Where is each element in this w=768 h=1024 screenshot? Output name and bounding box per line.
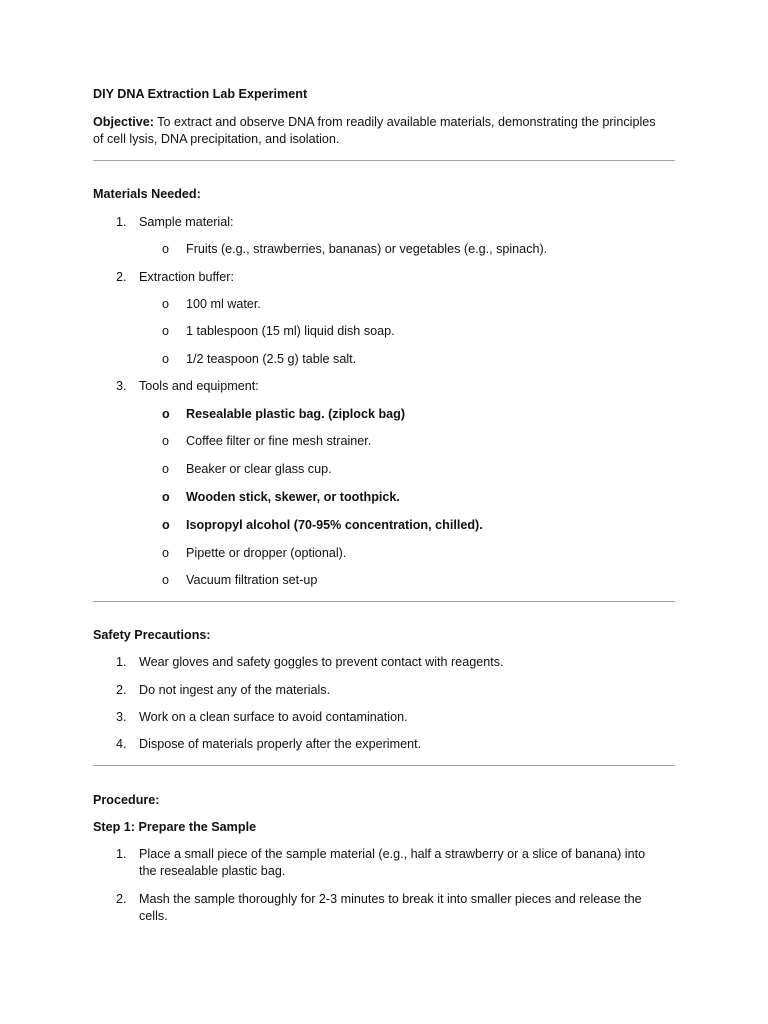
- step-1-heading: Step 1: Prepare the Sample: [93, 820, 257, 834]
- safety-item-text: Do not ingest any of the materials.: [139, 683, 331, 697]
- safety-item-text: Wear gloves and safety goggles to prevent contact with reagents.: [139, 655, 504, 669]
- sub-bullet: o: [162, 324, 170, 338]
- materials-subitem: Vacuum filtration set-up: [186, 573, 318, 587]
- materials-subitem: Resealable plastic bag. (ziplock bag): [186, 407, 406, 421]
- materials-subitem: Fruits (e.g., strawberries, bananas) or vegetables (e.g., spinach).: [186, 242, 548, 256]
- procedure-heading: Procedure:: [93, 793, 160, 807]
- materials-subitem: Beaker or clear glass cup.: [186, 462, 332, 476]
- procedure-item-number: 1.: [116, 847, 127, 861]
- safety-item-number: 1.: [116, 655, 127, 669]
- objective-label: Objective:: [93, 115, 154, 129]
- safety-heading: Safety Precautions:: [93, 628, 211, 642]
- sub-bullet: o: [162, 462, 170, 476]
- materials-subitem: 1/2 teaspoon (2.5 g) table salt.: [186, 352, 357, 366]
- sub-bullet: o: [162, 434, 170, 448]
- procedure-item-number: 2.: [116, 892, 127, 906]
- safety-item-number: 3.: [116, 710, 127, 724]
- sub-bullet: o: [162, 407, 170, 421]
- procedure-item-text-continued: the resealable plastic bag.: [139, 864, 286, 878]
- sub-bullet: o: [162, 546, 170, 560]
- safety-item-text: Work on a clean surface to avoid contamination.: [139, 710, 408, 724]
- sub-bullet: o: [162, 352, 170, 366]
- materials-subitem: Coffee filter or fine mesh strainer.: [186, 434, 372, 448]
- materials-item-1-label: Sample material:: [139, 215, 234, 229]
- safety-item-text: Dispose of materials properly after the experiment.: [139, 737, 422, 751]
- procedure-item-text: Mash the sample thoroughly for 2-3 minutes to break it into smaller pieces and release the: [139, 892, 642, 906]
- sub-bullet: o: [162, 297, 170, 311]
- divider: [93, 160, 675, 161]
- objective-text-2: of cell lysis, DNA precipitation, and isolation.: [93, 132, 340, 146]
- materials-item-2-label: Extraction buffer:: [139, 270, 234, 284]
- materials-subitem: Wooden stick, skewer, or toothpick.: [186, 490, 400, 504]
- materials-item-3-label: Tools and equipment:: [139, 379, 259, 393]
- sub-bullet: o: [162, 573, 170, 587]
- safety-item-number: 2.: [116, 683, 127, 697]
- materials-subitem: Pipette or dropper (optional).: [186, 546, 347, 560]
- sub-bullet: o: [162, 518, 170, 532]
- materials-item-1-number: 1.: [116, 215, 127, 229]
- procedure-item-text: Place a small piece of the sample material (e.g., half a strawberry or a slice of banana) into: [139, 847, 646, 861]
- materials-item-3-number: 3.: [116, 379, 127, 393]
- objective-line-1: [93, 115, 656, 129]
- divider: [93, 765, 675, 766]
- materials-subitem: 1 tablespoon (15 ml) liquid dish soap.: [186, 324, 395, 338]
- sub-bullet: o: [162, 490, 170, 504]
- materials-item-2-number: 2.: [116, 270, 127, 284]
- divider: [93, 601, 675, 602]
- safety-item-number: 4.: [116, 737, 127, 751]
- materials-heading: Materials Needed:: [93, 187, 201, 201]
- procedure-item-text-continued: cells.: [139, 909, 168, 923]
- sub-bullet: o: [162, 242, 170, 256]
- materials-subitem: 100 ml water.: [186, 297, 261, 311]
- document-title: DIY DNA Extraction Lab Experiment: [93, 87, 308, 101]
- objective-text-1: To extract and observe DNA from readily available materials, demonstrating the principles: [157, 115, 656, 129]
- materials-subitem: Isopropyl alcohol (70-95% concentration, chilled).: [186, 518, 483, 532]
